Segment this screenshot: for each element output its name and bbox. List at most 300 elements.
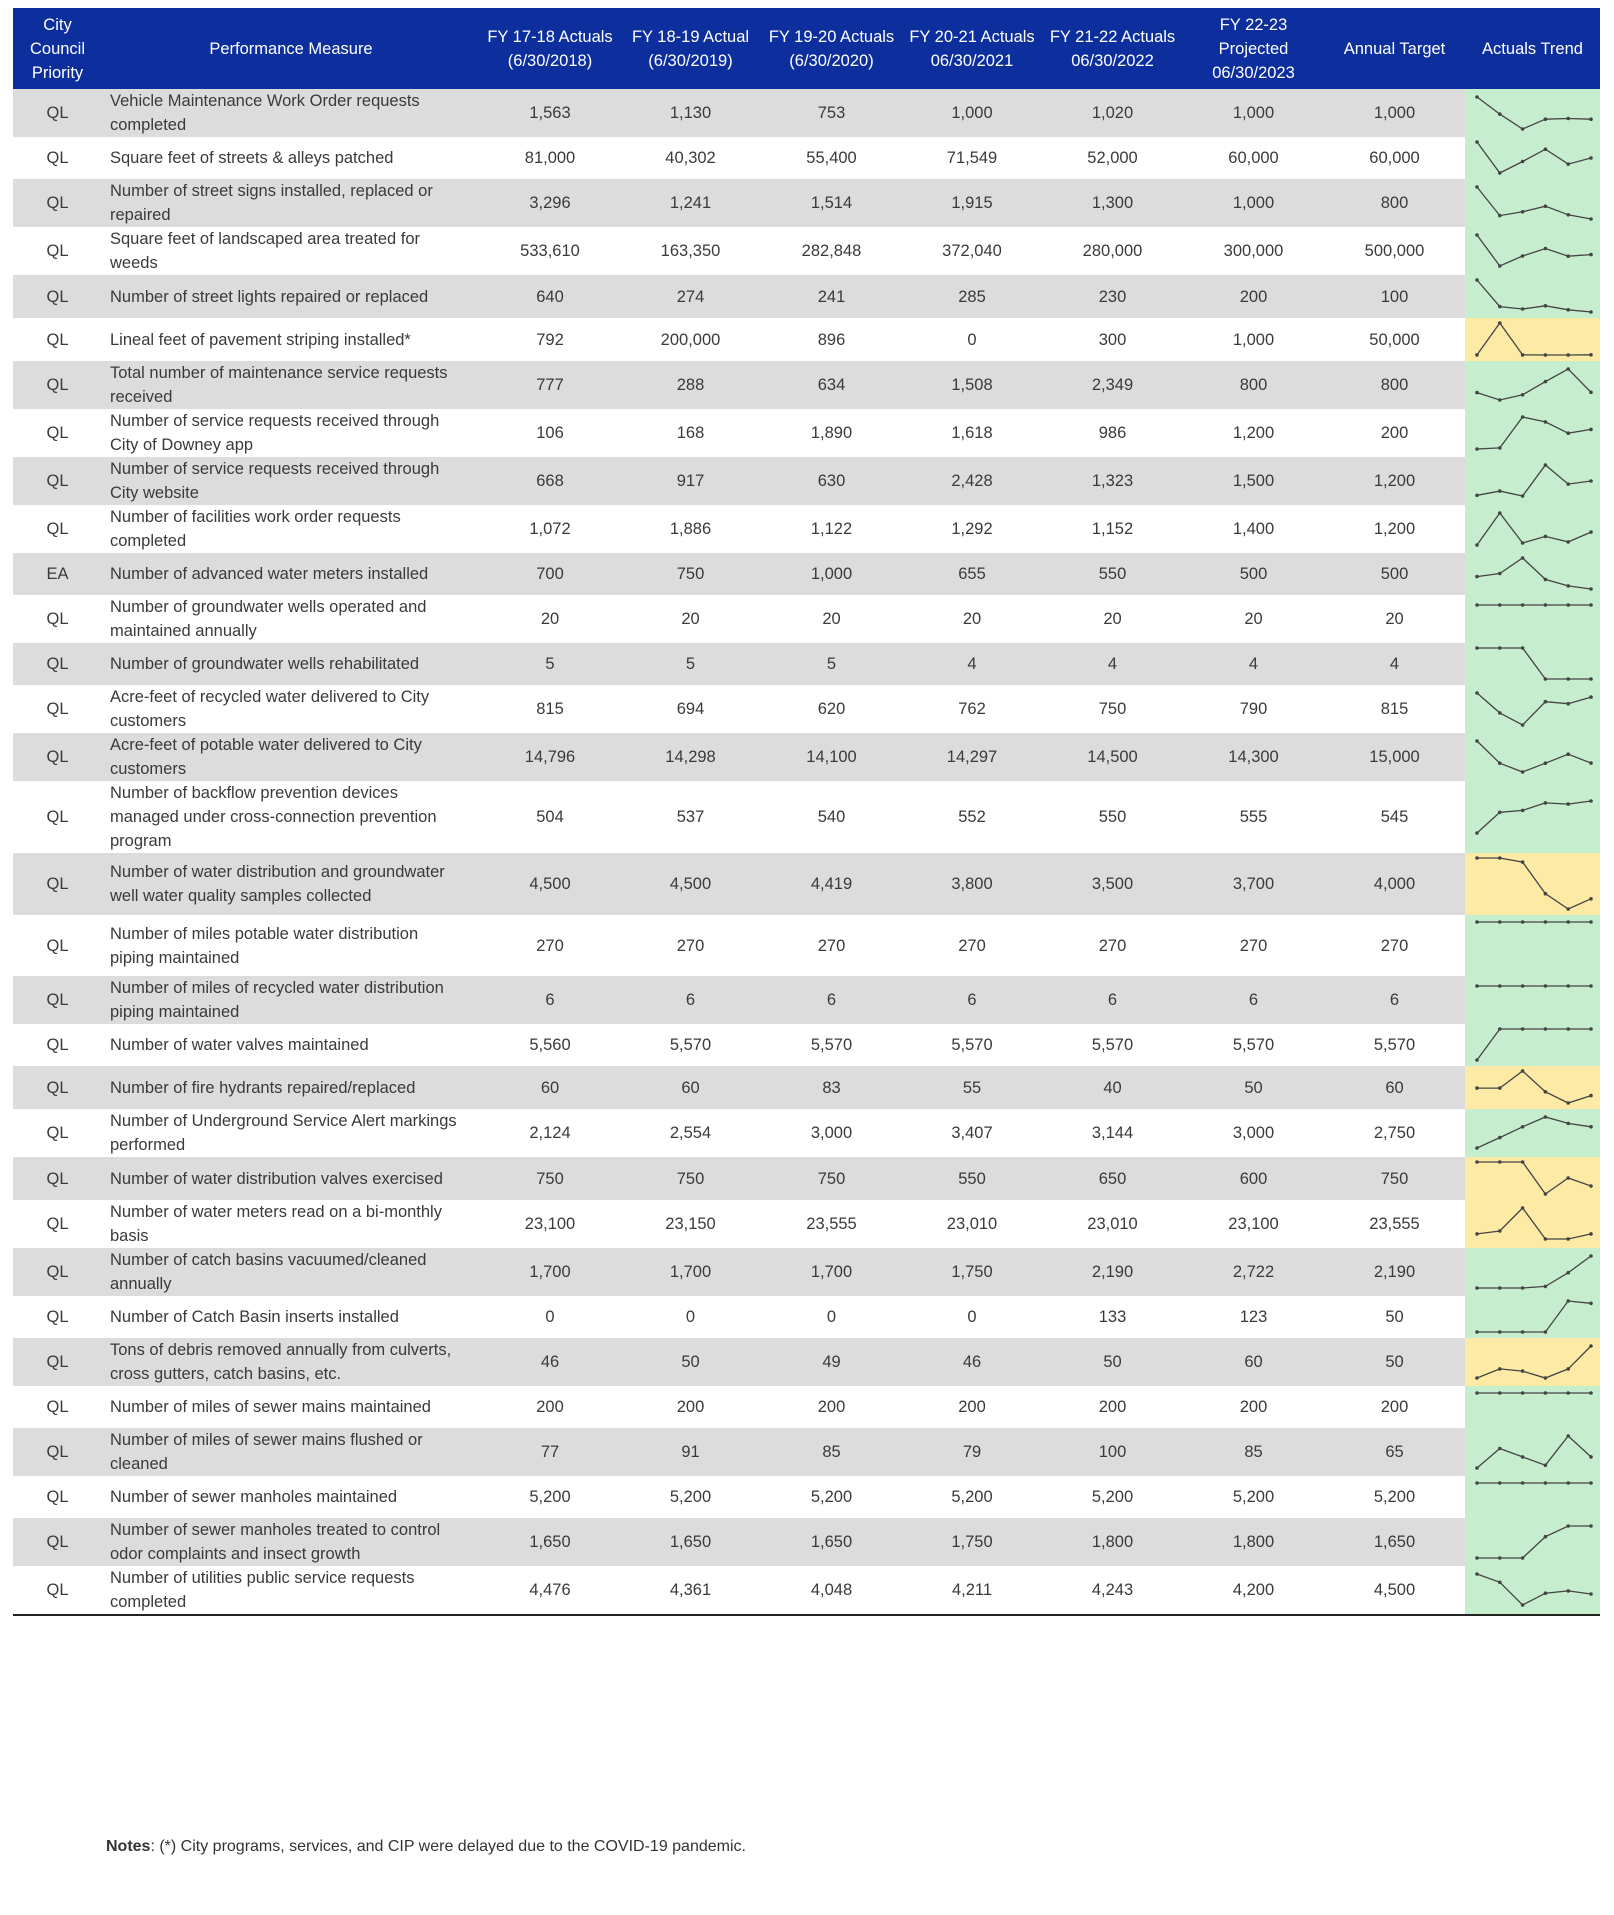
trend-point: [1475, 603, 1479, 607]
trend-point: [1521, 1556, 1525, 1560]
value-cell: 2,349: [1042, 361, 1183, 409]
trend-sparkline: [1465, 1341, 1600, 1384]
value-cell: 5,200: [480, 1476, 620, 1518]
header-line: Annual Target: [1343, 39, 1446, 58]
value-cell: 790: [1183, 685, 1324, 733]
trend-point: [1544, 1534, 1548, 1538]
value-cell: 83: [761, 1066, 902, 1109]
trend-point: [1475, 646, 1479, 650]
value-cell: 50: [1183, 1066, 1324, 1109]
trend-line: [1477, 1301, 1591, 1332]
trend-line: [1477, 558, 1591, 589]
value-cell: 1,563: [480, 89, 620, 137]
trend-point: [1566, 802, 1570, 806]
trend-point: [1566, 584, 1570, 588]
trend-line: [1477, 1526, 1591, 1558]
header-fy1819: [620, 8, 761, 89]
trend-line: [1477, 1029, 1591, 1060]
value-cell: 200: [1324, 409, 1465, 457]
trend-point: [1498, 1446, 1502, 1450]
value-cell: 85: [761, 1428, 902, 1476]
value-cell: 100: [1042, 1428, 1183, 1476]
measure-cell: Number of street signs installed, replaced or repaired: [102, 179, 480, 227]
value-cell: 285: [902, 275, 1042, 318]
trend-point: [1544, 534, 1548, 538]
trend-point: [1544, 1330, 1548, 1334]
value-cell: 6: [480, 976, 620, 1024]
value-cell: 5,570: [902, 1024, 1042, 1066]
trend-point: [1475, 831, 1479, 835]
trend-point: [1544, 117, 1548, 121]
trend-point: [1544, 1090, 1548, 1094]
trend-point: [1475, 1232, 1479, 1236]
value-cell: 4,211: [902, 1566, 1042, 1615]
trend-point: [1498, 305, 1502, 309]
value-cell: 2,124: [480, 1109, 620, 1157]
value-cell: 280,000: [1042, 227, 1183, 275]
value-cell: 6: [620, 976, 761, 1024]
value-cell: 200: [480, 1386, 620, 1428]
trend-sparkline: [1465, 598, 1600, 641]
header-fy1718: [480, 8, 620, 89]
priority-cell: QL: [13, 1518, 102, 1566]
trend-point: [1589, 984, 1593, 988]
trend-point: [1498, 1229, 1502, 1233]
trend-point: [1589, 1232, 1593, 1236]
trend-point: [1544, 677, 1548, 681]
trend-point: [1521, 1369, 1525, 1373]
value-cell: 6: [1183, 976, 1324, 1024]
trend-cell: [1465, 457, 1600, 505]
trend-cell: [1465, 733, 1600, 781]
measure-cell: Number of sewer manholes maintained: [102, 1476, 480, 1518]
value-cell: 55: [902, 1066, 1042, 1109]
table-row: [13, 1476, 1600, 1518]
priority-cell: QL: [13, 505, 102, 553]
value-cell: 23,010: [1042, 1200, 1183, 1248]
trend-point: [1521, 494, 1525, 498]
value-cell: 200: [902, 1386, 1042, 1428]
trend-point: [1566, 308, 1570, 312]
value-cell: 60: [1183, 1338, 1324, 1386]
trend-point: [1475, 856, 1479, 860]
trend-point: [1589, 1302, 1593, 1306]
value-cell: 800: [1183, 361, 1324, 409]
trend-point: [1475, 1146, 1479, 1150]
trend-point: [1475, 1481, 1479, 1485]
trend-point: [1589, 1592, 1593, 1596]
value-cell: 1,700: [480, 1248, 620, 1296]
value-cell: 1,650: [761, 1518, 902, 1566]
value-cell: 123: [1183, 1296, 1324, 1338]
value-cell: 555: [1183, 781, 1324, 853]
trend-cell: [1465, 685, 1600, 733]
value-cell: 1,130: [620, 89, 761, 137]
value-cell: 1,508: [902, 361, 1042, 409]
trend-cell: [1465, 853, 1600, 915]
trend-point: [1589, 1125, 1593, 1129]
priority-cell: QL: [13, 1024, 102, 1066]
value-cell: 537: [620, 781, 761, 853]
trend-point: [1475, 391, 1479, 395]
trend-point: [1521, 254, 1525, 258]
value-cell: 200: [761, 1386, 902, 1428]
value-cell: 4: [1042, 643, 1183, 685]
trend-point: [1521, 393, 1525, 397]
value-cell: 3,800: [902, 853, 1042, 915]
trend-cell: [1465, 976, 1600, 1024]
trend-point: [1566, 213, 1570, 217]
value-cell: 14,500: [1042, 733, 1183, 781]
value-cell: 5,200: [902, 1476, 1042, 1518]
table-row: [13, 733, 1600, 781]
trend-cell: [1465, 553, 1600, 595]
value-cell: 694: [620, 685, 761, 733]
trend-sparkline: [1465, 1521, 1600, 1564]
trend-point: [1475, 233, 1479, 237]
value-cell: 274: [620, 275, 761, 318]
header-line: City: [43, 15, 72, 34]
value-cell: 2,190: [1042, 1248, 1183, 1296]
trend-point: [1544, 801, 1548, 805]
value-cell: 85: [1183, 1428, 1324, 1476]
priority-cell: QL: [13, 361, 102, 409]
trend-point: [1566, 1391, 1570, 1395]
value-cell: 1,072: [480, 505, 620, 553]
value-cell: 23,100: [480, 1200, 620, 1248]
trend-sparkline: [1465, 979, 1600, 1022]
trend-cell: [1465, 361, 1600, 409]
trend-point: [1566, 1122, 1570, 1126]
trend-point: [1498, 489, 1502, 493]
trend-line: [1477, 693, 1591, 725]
value-cell: 71,549: [902, 137, 1042, 179]
priority-cell: QL: [13, 137, 102, 179]
trend-point: [1589, 1391, 1593, 1395]
header-line: FY 17-18 Actuals: [487, 27, 613, 46]
trend-line: [1477, 648, 1591, 679]
trend-point: [1498, 646, 1502, 650]
value-cell: 550: [1042, 553, 1183, 595]
measure-cell: Square feet of landscaped area treated for weeds: [102, 227, 480, 275]
value-cell: 550: [902, 1157, 1042, 1200]
trend-point: [1544, 761, 1548, 765]
header-line: FY 22-23: [1219, 15, 1288, 34]
trend-point: [1498, 1330, 1502, 1334]
trend-point: [1475, 494, 1479, 498]
notes-label: Notes: [106, 1838, 151, 1855]
trend-point: [1521, 1069, 1525, 1073]
value-cell: 1,800: [1042, 1518, 1183, 1566]
priority-cell: QL: [13, 1296, 102, 1338]
value-cell: 750: [761, 1157, 902, 1200]
trend-cell: [1465, 318, 1600, 361]
trend-sparkline: [1465, 318, 1600, 361]
priority-cell: QL: [13, 781, 102, 853]
value-cell: 230: [1042, 275, 1183, 318]
trend-point: [1521, 307, 1525, 311]
trend-point: [1589, 427, 1593, 431]
trend-cell: [1465, 227, 1600, 275]
value-cell: 3,000: [761, 1109, 902, 1157]
value-cell: 200: [1183, 1386, 1324, 1428]
trend-point: [1566, 677, 1570, 681]
trend-sparkline: [1465, 1386, 1600, 1428]
trend-point: [1475, 920, 1479, 924]
header-line: (6/30/2018): [507, 51, 593, 70]
trend-point: [1498, 1160, 1502, 1164]
trend-point: [1475, 575, 1479, 579]
trend-cell: [1465, 643, 1600, 685]
trend-point: [1589, 310, 1593, 314]
measure-cell: Number of Underground Service Alert markings performed: [102, 1109, 480, 1157]
performance-measures-table: [13, 8, 1600, 1616]
value-cell: 40,302: [620, 137, 761, 179]
value-cell: 60,000: [1324, 137, 1465, 179]
trend-point: [1589, 1184, 1593, 1188]
trend-point: [1566, 1299, 1570, 1303]
value-cell: 630: [761, 457, 902, 505]
value-cell: 1,000: [1183, 179, 1324, 227]
trend-point: [1498, 1581, 1502, 1585]
priority-cell: QL: [13, 1157, 102, 1200]
value-cell: 1,200: [1183, 409, 1324, 457]
measure-cell: Vehicle Maintenance Work Order requests completed: [102, 89, 480, 137]
value-cell: 50: [1324, 1338, 1465, 1386]
value-cell: 270: [620, 915, 761, 976]
value-cell: 270: [480, 915, 620, 976]
trend-point: [1475, 691, 1479, 695]
trend-sparkline: [1465, 412, 1600, 455]
priority-cell: QL: [13, 275, 102, 318]
trend-point: [1521, 984, 1525, 988]
value-cell: 168: [620, 409, 761, 457]
value-cell: 50,000: [1324, 318, 1465, 361]
value-cell: 1,700: [620, 1248, 761, 1296]
value-cell: 1,000: [902, 89, 1042, 137]
value-cell: 1,000: [1324, 89, 1465, 137]
table-row: [13, 361, 1600, 409]
trend-sparkline: [1465, 137, 1600, 179]
trend-sparkline: [1465, 1296, 1600, 1338]
value-cell: 4,361: [620, 1566, 761, 1615]
measure-cell: Number of street lights repaired or replaced: [102, 275, 480, 318]
trend-point: [1475, 1572, 1479, 1576]
value-cell: 815: [480, 685, 620, 733]
trend-point: [1498, 213, 1502, 217]
value-cell: 4: [902, 643, 1042, 685]
value-cell: 2,554: [620, 1109, 761, 1157]
table-row: [13, 1157, 1600, 1200]
trend-cell: [1465, 1476, 1600, 1518]
measure-cell: Lineal feet of pavement striping installed*: [102, 318, 480, 361]
header-line: Priority: [31, 63, 84, 82]
trend-sparkline: [1465, 796, 1600, 839]
trend-point: [1544, 380, 1548, 384]
value-cell: 52,000: [1042, 137, 1183, 179]
trend-point: [1544, 984, 1548, 988]
priority-cell: QL: [13, 409, 102, 457]
header-line: (6/30/2019): [648, 51, 733, 70]
table-row: [13, 1518, 1600, 1566]
trend-cell: [1465, 1109, 1600, 1157]
priority-cell: QL: [13, 227, 102, 275]
trend-point: [1521, 1481, 1525, 1485]
trend-line: [1477, 1574, 1591, 1605]
value-cell: 1,650: [480, 1518, 620, 1566]
value-cell: 20: [1042, 595, 1183, 643]
value-cell: 4,476: [480, 1566, 620, 1615]
trend-point: [1498, 984, 1502, 988]
value-cell: 1,700: [761, 1248, 902, 1296]
measure-cell: Acre-feet of potable water delivered to City customers: [102, 733, 480, 781]
value-cell: 40: [1042, 1066, 1183, 1109]
value-cell: 1,650: [1324, 1518, 1465, 1566]
trend-point: [1566, 984, 1570, 988]
value-cell: 4,500: [480, 853, 620, 915]
value-cell: 200: [1324, 1386, 1465, 1428]
trend-point: [1544, 1027, 1548, 1031]
value-cell: 5,200: [620, 1476, 761, 1518]
priority-cell: QL: [13, 1338, 102, 1386]
header-line: 06/30/2023: [1212, 63, 1295, 82]
value-cell: 800: [1324, 179, 1465, 227]
trend-sparkline: [1465, 1066, 1600, 1109]
table-row: [13, 137, 1600, 179]
trend-point: [1521, 210, 1525, 214]
value-cell: 0: [480, 1296, 620, 1338]
trend-point: [1498, 112, 1502, 116]
trend-sparkline: [1465, 1157, 1600, 1200]
trend-point: [1498, 711, 1502, 715]
value-cell: 1,300: [1042, 179, 1183, 227]
trend-point: [1498, 1367, 1502, 1371]
trend-point: [1521, 127, 1525, 131]
trend-point: [1589, 897, 1593, 901]
value-cell: 1,241: [620, 179, 761, 227]
trend-point: [1498, 1136, 1502, 1140]
trend-point: [1498, 603, 1502, 607]
table-row: [13, 89, 1600, 137]
trend-point: [1521, 723, 1525, 727]
trend-point: [1475, 95, 1479, 99]
measure-cell: Acre-feet of recycled water delivered to City customers: [102, 685, 480, 733]
trend-point: [1589, 1027, 1593, 1031]
value-cell: 5,570: [1042, 1024, 1183, 1066]
trend-sparkline: [1465, 1569, 1600, 1611]
value-cell: 533,610: [480, 227, 620, 275]
trend-point: [1544, 147, 1548, 151]
value-cell: 600: [1183, 1157, 1324, 1200]
trend-point: [1521, 770, 1525, 774]
trend-point: [1566, 367, 1570, 371]
priority-cell: QL: [13, 643, 102, 685]
trend-point: [1566, 1589, 1570, 1593]
value-cell: 552: [902, 781, 1042, 853]
trend-line: [1477, 235, 1591, 266]
header-line: (6/30/2020): [789, 51, 874, 70]
header-line: FY 19-20 Actuals: [768, 27, 895, 46]
trend-point: [1566, 1524, 1570, 1528]
trend-sparkline: [1465, 1112, 1600, 1154]
value-cell: 750: [620, 1157, 761, 1200]
value-cell: 20: [902, 595, 1042, 643]
table-row: [13, 685, 1600, 733]
value-cell: 2,428: [902, 457, 1042, 505]
trend-cell: [1465, 409, 1600, 457]
value-cell: 23,010: [902, 1200, 1042, 1248]
trend-point: [1475, 447, 1479, 451]
trend-point: [1544, 204, 1548, 208]
trend-line: [1477, 858, 1591, 909]
trend-point: [1589, 587, 1593, 591]
trend-point: [1544, 1376, 1548, 1380]
header-fy1920: [761, 8, 902, 89]
measure-cell: Square feet of streets & alleys patched: [102, 137, 480, 179]
header-line: FY 21-22 Actuals: [1049, 27, 1176, 46]
trend-point: [1566, 540, 1570, 544]
trend-sparkline: [1465, 553, 1600, 595]
trend-point: [1498, 321, 1502, 325]
measure-cell: Number of miles of recycled water distribution piping maintained: [102, 976, 480, 1024]
trend-point: [1498, 264, 1502, 268]
value-cell: 55,400: [761, 137, 902, 179]
trend-point: [1589, 1254, 1593, 1258]
trend-point: [1544, 603, 1548, 607]
trend-point: [1521, 920, 1525, 924]
trend-point: [1475, 140, 1479, 144]
table-row: [13, 457, 1600, 505]
trend-cell: [1465, 915, 1600, 976]
trend-point: [1475, 739, 1479, 743]
trend-point: [1566, 1176, 1570, 1180]
value-cell: 5,570: [620, 1024, 761, 1066]
value-cell: 23,555: [1324, 1200, 1465, 1248]
value-cell: 700: [480, 553, 620, 595]
priority-cell: EA: [13, 553, 102, 595]
value-cell: 1,500: [1183, 457, 1324, 505]
table-row: [13, 915, 1600, 976]
value-cell: 3,700: [1183, 853, 1324, 915]
table-row: [13, 275, 1600, 318]
value-cell: 1,000: [1183, 89, 1324, 137]
value-cell: 750: [1042, 685, 1183, 733]
header-line: 06/30/2022: [1071, 51, 1154, 70]
value-cell: 504: [480, 781, 620, 853]
trend-sparkline: [1465, 643, 1600, 685]
trend-cell: [1465, 505, 1600, 553]
trend-point: [1498, 511, 1502, 515]
trend-point: [1566, 603, 1570, 607]
table-row: [13, 318, 1600, 361]
value-cell: 500,000: [1324, 227, 1465, 275]
measure-cell: Number of groundwater wells rehabilitated: [102, 643, 480, 685]
value-cell: 282,848: [761, 227, 902, 275]
trend-point: [1498, 1027, 1502, 1031]
trend-line: [1477, 1256, 1591, 1288]
value-cell: 20: [480, 595, 620, 643]
trend-point: [1589, 217, 1593, 221]
value-cell: 100: [1324, 275, 1465, 318]
trend-sparkline: [1465, 1476, 1600, 1518]
measure-cell: Number of advanced water meters installed: [102, 553, 480, 595]
measure-cell: Number of utilities public service requests completed: [102, 1566, 480, 1615]
value-cell: 917: [620, 457, 761, 505]
trend-sparkline: [1465, 1203, 1600, 1245]
value-cell: 300,000: [1183, 227, 1324, 275]
trend-point: [1589, 1481, 1593, 1485]
trend-point: [1589, 799, 1593, 803]
